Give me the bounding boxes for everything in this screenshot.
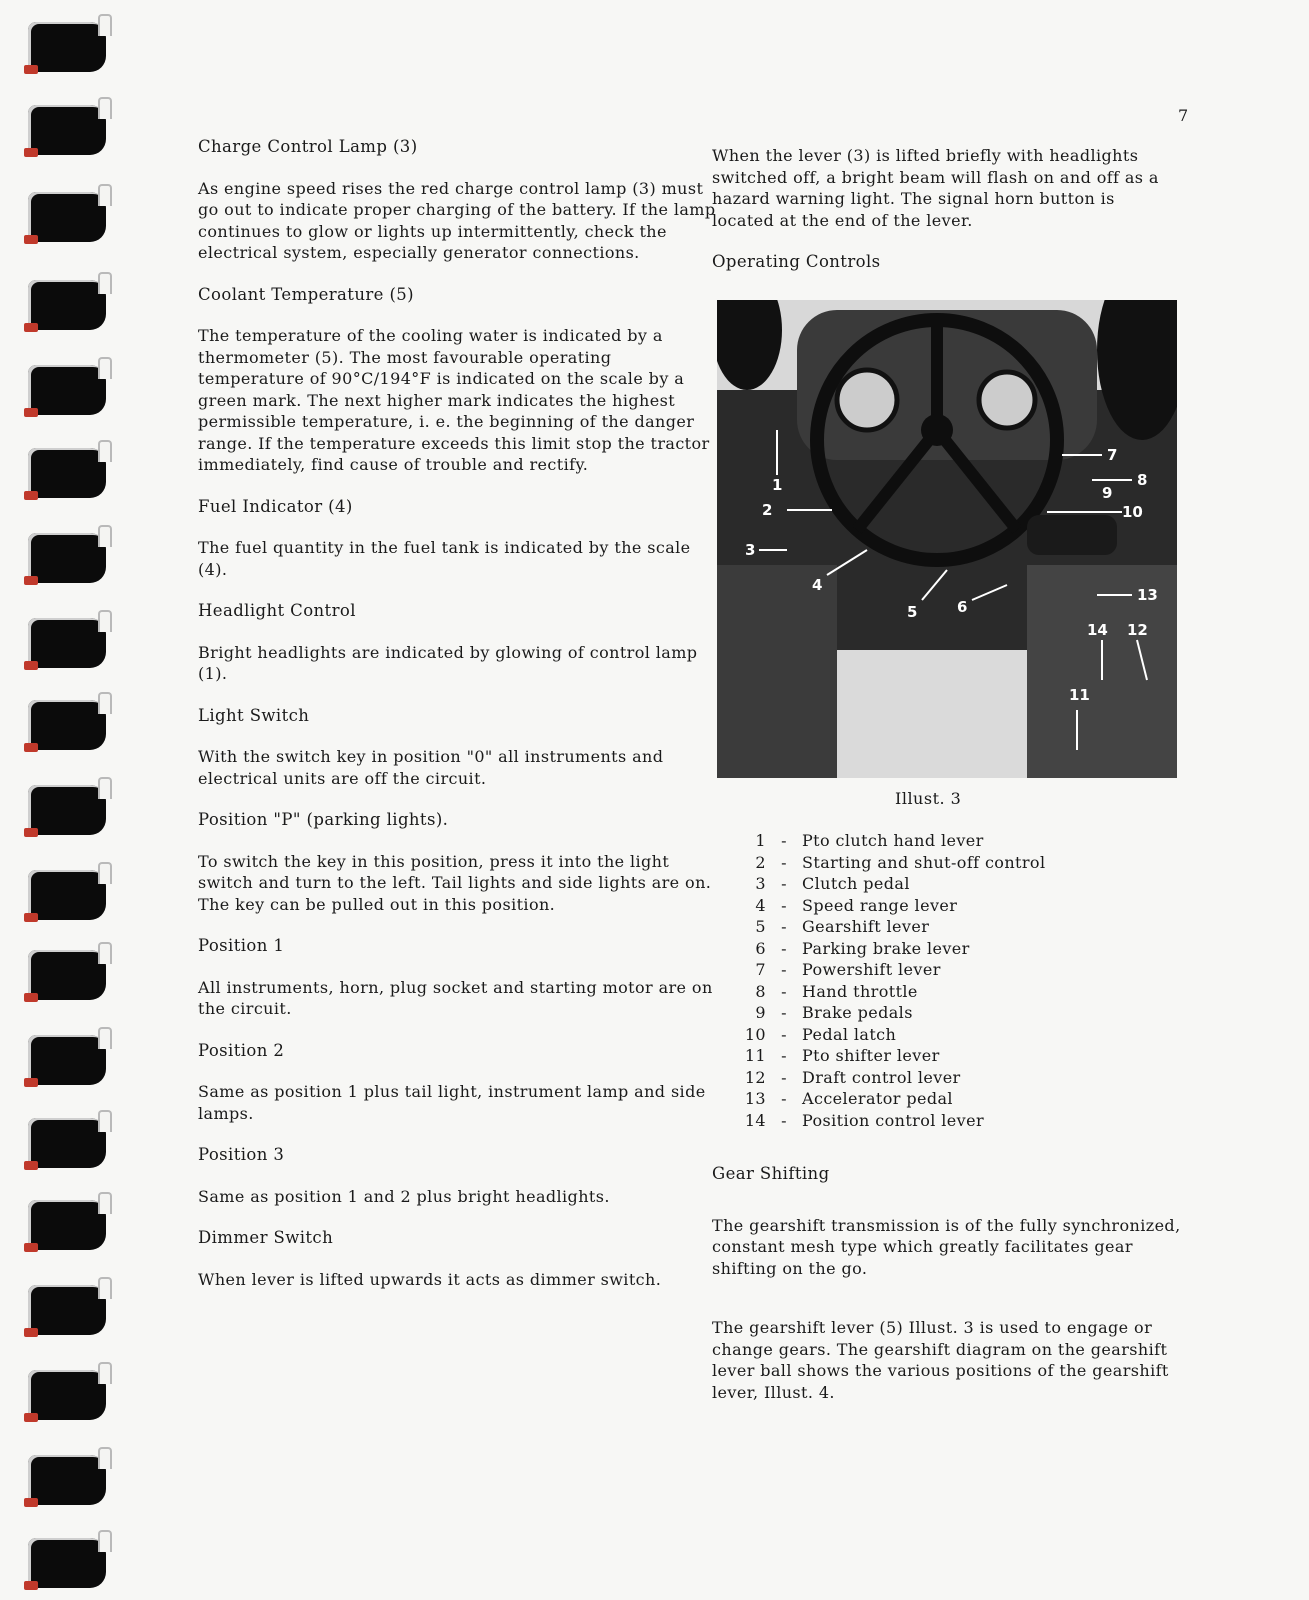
binding-ring bbox=[28, 785, 106, 835]
legend-label: Hand throttle bbox=[802, 981, 918, 1001]
legend-number: 14 bbox=[744, 1110, 766, 1130]
section-body: The temperature of the cooling water is indicated by a thermometer (5). The most favourable operating temperature of 90°C/194°F is indicated on the scale by a green mark. The next higher mark indicates the highest permissible temperature, i. e. the beginning of the danger range. If the temperature exceeds this limit stop the tractor immediately, find cause of trouble and rectify. bbox=[198, 326, 710, 474]
section-position-2 bbox=[198, 1040, 718, 1125]
section-heading: Position 3 bbox=[198, 1145, 285, 1164]
section-heading: Charge Control Lamp (3) bbox=[198, 137, 418, 156]
legend-number: 11 bbox=[744, 1046, 766, 1065]
binding-ring bbox=[28, 1035, 106, 1085]
binding-ring bbox=[28, 22, 106, 72]
legend-label: Clutch pedal bbox=[802, 874, 910, 893]
legend-label: Position control lever bbox=[802, 1110, 985, 1130]
section-body: With the switch key in position "0" all instruments and electrical units are off the circuit. bbox=[198, 747, 664, 788]
gear-shifting-paragraph: The gearshift lever (5) Illust. 3 is used to engage or change gears. The gearshift diagram on the gearshift lever ball shows the various positions of the gearshift lever, Illust. 4. bbox=[712, 1318, 1169, 1402]
section-body: When lever is lifted upwards it acts as dimmer switch. bbox=[198, 1269, 662, 1289]
legend-label: Pto clutch hand lever bbox=[802, 831, 984, 850]
callout-label: 6 bbox=[957, 598, 968, 616]
legend-label: Pto shifter lever bbox=[802, 1046, 940, 1065]
legend-number: 6 bbox=[755, 938, 766, 958]
legend-item: 13 - Accelerator pedal bbox=[742, 1088, 1045, 1110]
legend-item: 8 - Hand throttle bbox=[742, 981, 1045, 1003]
section-heading: Fuel Indicator (4) bbox=[198, 496, 353, 516]
section-heading: Position 1 bbox=[198, 936, 285, 955]
legend-item: 9 - Brake pedals bbox=[742, 1002, 1045, 1024]
legend-item: 4 - Speed range lever bbox=[742, 895, 1045, 917]
binding-ring bbox=[28, 1200, 106, 1250]
legend-item: 6 - Parking brake lever bbox=[742, 938, 1045, 960]
section-heading: Dimmer Switch bbox=[198, 1228, 334, 1247]
legend-number: 10 bbox=[744, 1024, 766, 1044]
callout-label: 14 bbox=[1087, 621, 1108, 639]
callout-label: 5 bbox=[907, 603, 918, 621]
legend-number: 4 bbox=[755, 895, 766, 915]
section-position-p bbox=[198, 809, 718, 915]
section-body: To switch the key in this position, press it into the light switch and turn to the left. Tail lights and side lights are on. The key can be pulled out in this position. bbox=[198, 851, 712, 914]
legend-number: 12 bbox=[744, 1067, 766, 1087]
legend-item: 14 - Position control lever bbox=[742, 1110, 1045, 1132]
legend-label: Starting and shut-off control bbox=[802, 852, 1046, 872]
callout-label: 3 bbox=[745, 541, 756, 559]
callout-label: 10 bbox=[1122, 503, 1143, 521]
legend-label: Draft control lever bbox=[802, 1067, 961, 1087]
section-body: All instruments, horn, plug socket and starting motor are on the circuit. bbox=[198, 977, 713, 1018]
callout-label: 13 bbox=[1137, 586, 1158, 604]
section-coolant-temperature bbox=[198, 284, 718, 476]
binding-ring bbox=[28, 280, 106, 330]
right-column bbox=[712, 145, 1167, 293]
callout-label: 4 bbox=[812, 576, 823, 594]
figure-caption: Illust. 3 bbox=[895, 789, 962, 808]
legend-label: Accelerator pedal bbox=[802, 1089, 953, 1108]
section-dimmer-switch bbox=[198, 1227, 718, 1290]
section-headlight-control bbox=[198, 600, 718, 685]
gear-shifting-heading: Gear Shifting bbox=[712, 1164, 830, 1183]
binding-ring bbox=[28, 105, 106, 155]
section-body: As engine speed rises the red charge control lamp (3) must go out to indicate proper charging of the battery. If the lamp continues to glow or lights up intermittently, check the electrical system, especially generator connections. bbox=[198, 178, 716, 262]
section-position-3 bbox=[198, 1144, 718, 1207]
binding-ring bbox=[28, 1370, 106, 1420]
legend-number: 9 bbox=[755, 1003, 766, 1022]
callout-label: 8 bbox=[1137, 471, 1148, 489]
legend-item: 11 - Pto shifter lever bbox=[742, 1045, 1045, 1067]
legend-item: 5 - Gearshift lever bbox=[742, 916, 1045, 938]
section-body: Bright headlights are indicated by glowing of control lamp (1). bbox=[198, 642, 698, 683]
controls-legend bbox=[742, 830, 1045, 1131]
section-charge-control-lamp bbox=[198, 136, 718, 264]
section-heading: Position 2 bbox=[198, 1040, 285, 1060]
legend-number: 13 bbox=[744, 1089, 766, 1108]
binding-ring bbox=[28, 448, 106, 498]
binding-ring bbox=[28, 950, 106, 1000]
binding-ring bbox=[28, 700, 106, 750]
legend-label: Gearshift lever bbox=[802, 917, 930, 936]
legend-item: 10 - Pedal latch bbox=[742, 1024, 1045, 1046]
spiral-binding bbox=[0, 0, 120, 1600]
section-position-1 bbox=[198, 935, 718, 1020]
legend-number: 2 bbox=[755, 852, 766, 872]
legend-number: 5 bbox=[755, 917, 766, 936]
tractor-controls-drawing bbox=[717, 300, 1177, 778]
binding-ring bbox=[28, 1538, 106, 1588]
section-body: The fuel quantity in the fuel tank is indicated by the scale (4). bbox=[198, 538, 691, 579]
legend-number: 3 bbox=[755, 874, 766, 893]
gear-shifting-paragraph: The gearshift transmission is of the fully synchronized, constant mesh type which greatly facilitates gear shifting on the go. bbox=[712, 1215, 1181, 1278]
legend-item: 12 - Draft control lever bbox=[742, 1067, 1045, 1089]
binding-ring bbox=[28, 192, 106, 242]
binding-ring bbox=[28, 870, 106, 920]
callout-label: 7 bbox=[1107, 446, 1118, 464]
page-number: 7 bbox=[1178, 106, 1189, 125]
section-heading: Coolant Temperature (5) bbox=[198, 284, 415, 304]
section-fuel-indicator bbox=[198, 496, 718, 581]
binding-ring bbox=[28, 1455, 106, 1505]
left-column bbox=[198, 136, 718, 1310]
section-body: Same as position 1 plus tail light, instrument lamp and side lamps. bbox=[198, 1082, 706, 1123]
callout-label: 9 bbox=[1102, 484, 1113, 502]
legend-item: 1 - Pto clutch hand lever bbox=[742, 830, 1045, 852]
binding-ring bbox=[28, 618, 106, 668]
legend-label: Speed range lever bbox=[802, 895, 958, 915]
binding-ring bbox=[28, 1118, 106, 1168]
legend-number: 1 bbox=[755, 831, 766, 850]
legend-label: Powershift lever bbox=[802, 960, 941, 979]
legend-item: 2 - Starting and shut-off control bbox=[742, 852, 1045, 874]
callout-label: 12 bbox=[1127, 621, 1148, 639]
section-heading: Headlight Control bbox=[198, 601, 356, 620]
legend-item: 7 - Powershift lever bbox=[742, 959, 1045, 981]
legend-number: 8 bbox=[755, 981, 766, 1001]
operating-controls-heading: Operating Controls bbox=[712, 252, 881, 271]
callout-label: 11 bbox=[1069, 686, 1090, 704]
legend-label: Parking brake lever bbox=[802, 938, 970, 958]
legend-label: Brake pedals bbox=[802, 1003, 913, 1022]
callout-label: 1 bbox=[772, 476, 783, 494]
legend-label: Pedal latch bbox=[802, 1024, 897, 1044]
section-light-switch bbox=[198, 705, 718, 790]
section-heading: Light Switch bbox=[198, 705, 310, 725]
legend-item: 3 - Clutch pedal bbox=[742, 873, 1045, 895]
section-body: Same as position 1 and 2 plus bright headlights. bbox=[198, 1186, 610, 1206]
legend-number: 7 bbox=[755, 960, 766, 979]
binding-ring bbox=[28, 365, 106, 415]
callout-label: 2 bbox=[762, 501, 773, 519]
section-heading: Position "P" (parking lights). bbox=[198, 810, 449, 829]
operating-controls-photo bbox=[717, 300, 1177, 778]
gear-shifting-section bbox=[712, 1163, 1182, 1423]
binding-ring bbox=[28, 533, 106, 583]
hazard-warning-paragraph: When the lever (3) is lifted briefly with headlights switched off, a bright beam will flash on and off as a hazard warning light. The signal horn button is located at the end of the lever. bbox=[712, 146, 1159, 230]
binding-ring bbox=[28, 1285, 106, 1335]
